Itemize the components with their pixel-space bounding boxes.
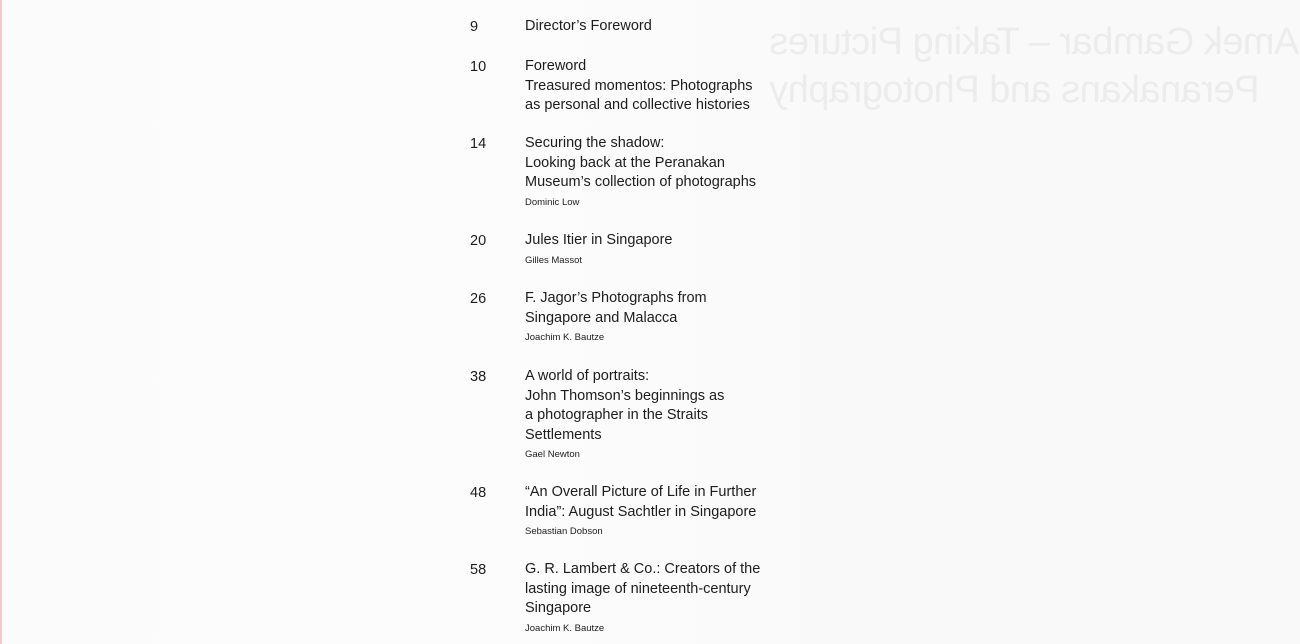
page-number: 58 bbox=[470, 562, 487, 578]
entry-body bbox=[525, 289, 795, 344]
entry-body bbox=[525, 367, 795, 461]
entry-title-line: Singapore and Malacca bbox=[525, 309, 678, 326]
entry-title-line: Director’s Foreword bbox=[525, 18, 652, 34]
page-number: 9 bbox=[470, 19, 479, 35]
entry-title-line: A world of portraits: bbox=[525, 368, 650, 384]
entry-title-line: a photographer in the Straits bbox=[525, 407, 708, 423]
entry-title-line: Foreword bbox=[525, 58, 587, 74]
entry-body bbox=[525, 57, 795, 116]
page-number: 14 bbox=[470, 136, 487, 152]
entry-title-line: “An Overall Picture of Life in Further bbox=[525, 484, 757, 500]
show-through-line-2: Peranakans and Photography bbox=[770, 69, 1260, 111]
entry-author: Dominic Low bbox=[525, 196, 580, 208]
entry-body bbox=[525, 560, 795, 635]
page-number: 20 bbox=[470, 233, 487, 249]
entry-body bbox=[525, 134, 795, 209]
entry-title-line: Museum’s collection of photographs bbox=[525, 174, 757, 190]
page-number: 38 bbox=[470, 369, 487, 385]
entry-author: Gilles Massot bbox=[525, 254, 583, 266]
show-through-text bbox=[770, 18, 1300, 114]
entry-title-line: Treasured momentos: Photographs bbox=[525, 77, 753, 94]
entry-title-line: John Thomson’s beginnings as bbox=[525, 387, 725, 404]
entry-title-line: India”: August Sachtler in Singapore bbox=[525, 503, 757, 520]
page-number: 10 bbox=[470, 59, 487, 75]
entry-title-line: Settlements bbox=[525, 426, 602, 443]
entry-title-line: Looking back at the Peranakan bbox=[525, 154, 725, 171]
entry-title-line: Jules Itier in Singapore bbox=[525, 232, 673, 248]
entry-title-line: Securing the shadow: bbox=[525, 135, 665, 151]
page-number: 26 bbox=[470, 291, 487, 307]
entry-title-line: as personal and collective histories bbox=[525, 97, 750, 113]
entry-body bbox=[525, 17, 795, 37]
page-number: 48 bbox=[470, 485, 487, 501]
page-edge bbox=[0, 0, 2, 644]
entry-body bbox=[525, 483, 795, 538]
entry-title-line: G. R. Lambert & Co.: Creators of the bbox=[525, 561, 761, 577]
entry-body bbox=[525, 231, 795, 267]
show-through-line-1: Amek Gambar – Taking Pictures bbox=[770, 21, 1300, 63]
entry-author: Sebastian Dobson bbox=[525, 526, 603, 537]
entry-title-line: F. Jagor’s Photographs from bbox=[525, 290, 707, 306]
entry-author: Joachim K. Bautze bbox=[525, 332, 605, 343]
entry-author: Gael Newton bbox=[525, 449, 580, 460]
entry-title-line: lasting image of nineteenth-century bbox=[525, 580, 751, 597]
entry-title-line: Singapore bbox=[525, 600, 592, 616]
entry-author: Joachim K. Bautze bbox=[525, 622, 605, 634]
